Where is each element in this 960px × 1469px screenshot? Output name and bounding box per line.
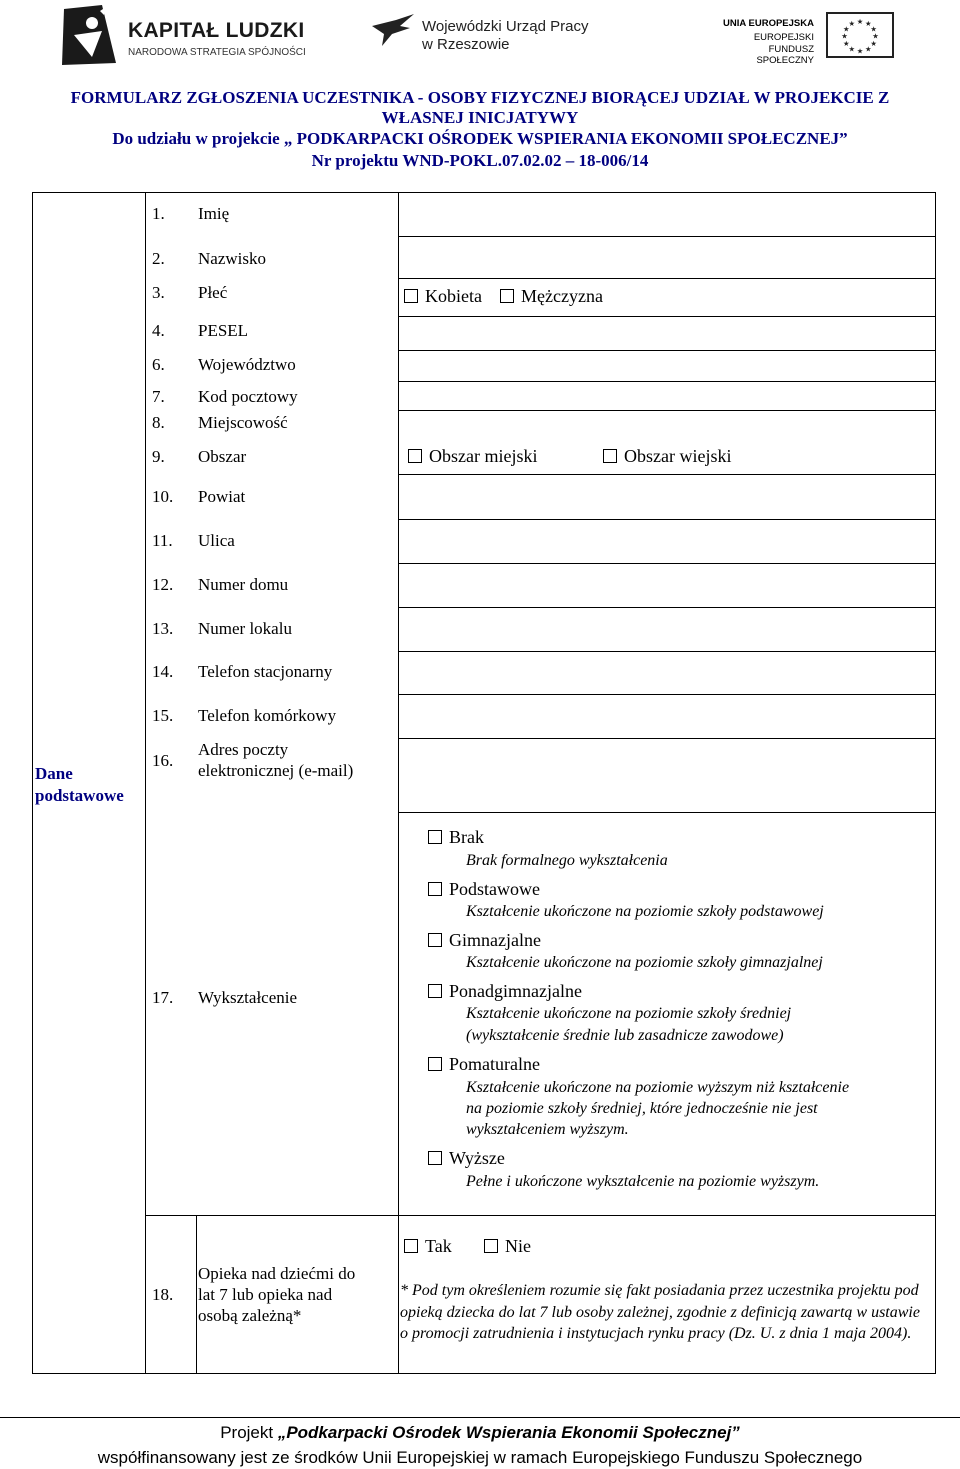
table-hline xyxy=(398,410,936,411)
checkbox-icon[interactable] xyxy=(428,830,442,844)
checkbox-icon[interactable] xyxy=(428,933,442,947)
checkbox-icon[interactable] xyxy=(404,289,418,303)
education-option-label: Brak xyxy=(449,827,484,847)
svg-text:★: ★ xyxy=(848,18,856,28)
checkbox-icon[interactable] xyxy=(428,882,442,896)
field-number: 14. xyxy=(152,662,174,681)
field-label-telefon-stacjonarny: Telefon stacjonarny xyxy=(198,662,333,681)
field-label-pesel: PESEL xyxy=(198,321,249,340)
field-number: 10. xyxy=(152,487,174,506)
field-number: 12. xyxy=(152,575,174,594)
field-label-nazwisko: Nazwisko xyxy=(198,249,266,268)
kapital-ludzki-name: KAPITAŁ LUDZKI xyxy=(128,19,305,42)
education-option-brak[interactable] xyxy=(428,827,484,848)
care-option-label: Nie xyxy=(505,1236,531,1256)
svg-text:★: ★ xyxy=(841,31,848,41)
education-option-label: Pomaturalne xyxy=(449,1054,540,1074)
field-label-numer-domu: Numer domu xyxy=(198,575,289,594)
pesel-input[interactable] xyxy=(399,317,935,350)
field-label-telefon-komorkowy: Telefon komórkowy xyxy=(198,706,337,725)
svg-text:★: ★ xyxy=(864,44,872,54)
field-label-email-line2: elektronicznej (e-mail) xyxy=(198,761,354,780)
education-option-pomaturalne[interactable] xyxy=(428,1054,540,1075)
field-label-opieka-line2: lat 7 lub opieka nad xyxy=(198,1285,333,1304)
field-label-obszar: Obszar xyxy=(198,447,247,466)
education-option-gimnazjalne[interactable] xyxy=(428,930,541,951)
wup-name-line2: w Rzeszowie xyxy=(422,36,510,53)
education-desc: (wykształcenie średnie lub zasadnicze zawodowe) xyxy=(466,1027,784,1044)
numer-lokalu-input[interactable] xyxy=(399,608,935,651)
field-label-opieka-line1: Opieka nad dziećmi do xyxy=(198,1264,356,1283)
field-label-numer-lokalu: Numer lokalu xyxy=(198,619,292,638)
field-label-email-line1: Adres poczty xyxy=(198,740,289,759)
education-option-label: Gimnazjalne xyxy=(449,930,541,950)
field-number: 7. xyxy=(152,387,165,406)
field-label-wyksztalcenie: Wykształcenie xyxy=(198,988,298,1007)
kapital-ludzki-emblem-icon xyxy=(62,5,118,65)
checkbox-icon[interactable] xyxy=(484,1239,498,1253)
checkbox-icon[interactable] xyxy=(428,1151,442,1165)
table-hline xyxy=(398,278,936,279)
field-label-powiat: Powiat xyxy=(198,487,246,506)
gender-option-mezczyzna[interactable] xyxy=(500,286,603,307)
checkbox-icon[interactable] xyxy=(404,1239,418,1253)
svg-text:★: ★ xyxy=(843,24,850,34)
svg-text:★: ★ xyxy=(872,31,879,41)
area-option-wiejski[interactable] xyxy=(603,446,731,467)
svg-text:★: ★ xyxy=(843,38,850,48)
field-number: 8. xyxy=(152,413,165,432)
care-footnote: * Pod tym określeniem rozumie się fakt posiadania przez uczestnika projektu pod opieką dziecka do lat 7 lub osoby zależnej, zgodnie z definicją zawartą w ustawie o promocji zatrudnienia i instytucjach rynku pracy (Dz. U. z dnia 1 maja 2004). xyxy=(400,1282,920,1342)
project-name-line: Do udziału w projekcie „ PODKARPACKI OŚRODEK WSPIERANIA EKONOMII SPOŁECZNEJ” xyxy=(112,129,848,148)
field-number: 11. xyxy=(152,531,173,550)
telefon-komorkowy-input[interactable] xyxy=(399,695,935,738)
telefon-stacjonarny-input[interactable] xyxy=(399,652,935,694)
care-option-nie[interactable] xyxy=(484,1236,531,1257)
svg-text:★: ★ xyxy=(856,46,864,56)
field-number: 4. xyxy=(152,321,165,340)
education-option-ponadgimnazjalne[interactable] xyxy=(428,981,582,1002)
powiat-input[interactable] xyxy=(399,475,935,519)
kod-pocztowy-input[interactable] xyxy=(399,382,935,410)
project-number: Nr projektu WND-POKL.07.02.02 – 18-006/14 xyxy=(311,151,649,170)
education-option-label: Podstawowe xyxy=(449,879,540,899)
eu-logo xyxy=(710,12,910,66)
svg-text:★: ★ xyxy=(848,44,856,54)
wup-name-line1: Wojewódzki Urząd Pracy xyxy=(422,18,589,35)
gender-option-label: Kobieta xyxy=(425,286,482,306)
table-vline xyxy=(145,192,146,1374)
kapital-ludzki-logo xyxy=(62,5,312,65)
svg-text:★: ★ xyxy=(864,18,872,28)
kapital-ludzki-subtitle: NARODOWA STRATEGIA SPÓJNOŚCI xyxy=(128,47,306,58)
education-desc: Kształcenie ukończone na poziomie szkoły średniej xyxy=(466,1005,792,1022)
education-desc: na poziomie szkoły średniej, które jednocześnie nie jest xyxy=(466,1100,818,1117)
education-option-label: Wyższe xyxy=(449,1148,505,1168)
field-label-ulica: Ulica xyxy=(198,531,235,550)
education-option-podstawowe[interactable] xyxy=(428,879,540,900)
gender-option-kobieta[interactable] xyxy=(404,286,482,307)
field-number: 17. xyxy=(152,988,174,1007)
checkbox-icon[interactable] xyxy=(408,449,422,463)
wup-logo xyxy=(370,12,650,56)
field-label-plec: Płeć xyxy=(198,283,228,302)
education-desc: Kształcenie ukończone na poziomie szkoły gimnazjalnej xyxy=(466,954,823,971)
email-input[interactable] xyxy=(399,739,935,812)
education-desc: Pełne i ukończone wykształcenie na poziomie wyższym. xyxy=(466,1173,820,1190)
field-label-imie: Imię xyxy=(198,204,230,223)
svg-text:★: ★ xyxy=(856,17,864,27)
education-desc: Brak formalnego wykształcenia xyxy=(466,852,668,869)
education-desc: Kształcenie ukończone na poziomie wyższym niż kształcenie xyxy=(466,1079,850,1096)
field-number: 15. xyxy=(152,706,174,725)
field-label-wojewodztwo: Województwo xyxy=(198,355,296,374)
imie-input[interactable] xyxy=(399,193,935,236)
field-number: 1. xyxy=(152,204,165,223)
wojewodztwo-input[interactable] xyxy=(399,351,935,381)
area-option-miejski[interactable] xyxy=(408,446,537,467)
footer-line2: współfinansowany jest ze środków Unii Europejskiej w ramach Europejskiego Funduszu Społecznego xyxy=(97,1448,863,1467)
section-label: Dane podstawowe xyxy=(35,764,124,805)
field-number: 18. xyxy=(152,1285,174,1304)
wup-bird-icon xyxy=(370,12,414,52)
form-title-line2: WŁASNEJ INICJATYWY xyxy=(381,108,579,127)
table-hline xyxy=(398,812,936,813)
field-label-kod-pocztowy: Kod pocztowy xyxy=(198,387,298,406)
checkbox-icon[interactable] xyxy=(428,1057,442,1071)
form-title-line1: FORMULARZ ZGŁOSZENIA UCZESTNIKA - OSOBY FIZYCZNEJ BIORĄCEJ UDZIAŁ W PROJEKCIE Z xyxy=(70,88,890,107)
field-number: 2. xyxy=(152,249,165,268)
eu-logo-line3: FUNDUSZ SPOŁECZNY xyxy=(756,44,814,66)
care-option-label: Tak xyxy=(425,1236,452,1256)
field-number: 9. xyxy=(152,447,165,466)
svg-text:★: ★ xyxy=(870,38,877,48)
eu-flag-icon xyxy=(826,12,894,58)
numer-domu-input[interactable] xyxy=(399,564,935,607)
footer-divider xyxy=(0,1417,960,1418)
area-option-label: Obszar miejski xyxy=(429,446,538,466)
education-desc: Kształcenie ukończone na poziomie szkoły podstawowej xyxy=(466,903,824,920)
ulica-input[interactable] xyxy=(399,520,935,563)
eu-logo-line2: EUROPEJSKI xyxy=(753,32,814,43)
footer-project-name: „Podkarpacki Ośrodek Wspierania Ekonomii Społecznej” xyxy=(277,1423,740,1442)
nazwisko-input[interactable] xyxy=(399,237,935,278)
footer-prefix: Projekt xyxy=(220,1423,278,1442)
education-desc: wykształceniem wyższym. xyxy=(466,1121,629,1138)
table-hline xyxy=(145,1215,936,1216)
field-number: 16. xyxy=(152,751,174,770)
area-option-label: Obszar wiejski xyxy=(624,446,732,466)
education-option-label: Ponadgimnazjalne xyxy=(449,981,582,1001)
checkbox-icon[interactable] xyxy=(500,289,514,303)
field-label-miejscowosc: Miejscowość xyxy=(198,413,288,432)
field-number: 13. xyxy=(152,619,174,638)
gender-option-label: Mężczyzna xyxy=(521,286,603,306)
footer-line1 xyxy=(0,1423,960,1443)
checkbox-icon[interactable] xyxy=(428,984,442,998)
checkbox-icon[interactable] xyxy=(603,449,617,463)
eu-logo-line1: UNIA EUROPEJSKA xyxy=(723,18,814,29)
svg-text:★: ★ xyxy=(870,24,877,34)
field-label-opieka-line3: osobą zależną* xyxy=(198,1306,302,1325)
field-number: 3. xyxy=(152,283,165,302)
table-vline xyxy=(196,1215,197,1374)
field-number: 6. xyxy=(152,355,165,374)
care-option-tak[interactable] xyxy=(404,1236,452,1257)
education-option-wyzsze[interactable] xyxy=(428,1148,505,1169)
